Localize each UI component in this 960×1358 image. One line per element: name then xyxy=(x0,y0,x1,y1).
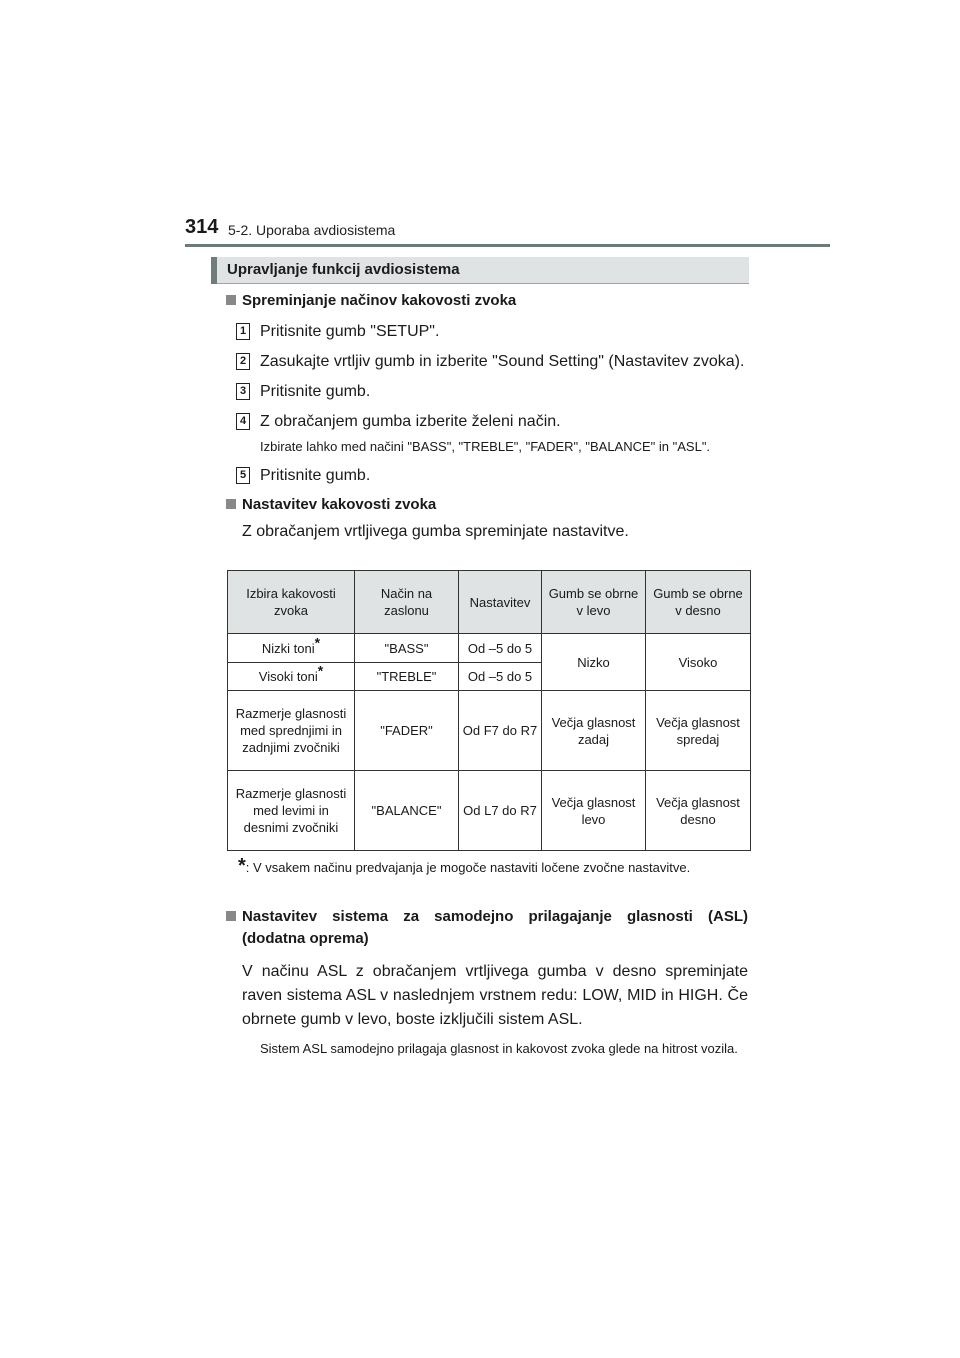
section-title-box xyxy=(211,257,749,284)
subsection-text: Z obračanjem vrtljivega gumba spreminjate nastavitve. xyxy=(242,523,629,540)
table-row xyxy=(228,691,751,771)
step-item xyxy=(224,380,748,404)
subsection-heading-sound-modes: Spreminjanje načinov kakovosti zvoka xyxy=(224,290,748,312)
column-header: Nastavitev xyxy=(459,571,542,634)
subsection-heading-asl: Nastavitev sistema za samodejno prilagajanje glasnosti (ASL) (dodatna oprema) xyxy=(224,906,748,950)
step-number: 4 xyxy=(236,413,250,430)
table-cell: "FADER" xyxy=(355,691,459,771)
table-cell: Večja glasnost spredaj xyxy=(646,691,751,771)
square-bullet-icon xyxy=(226,295,236,305)
step-text: Pritisnite gumb "SETUP". xyxy=(260,323,440,340)
step-text: Pritisnite gumb. xyxy=(260,383,371,400)
table-cell: Od L7 do R7 xyxy=(459,771,542,851)
step-item xyxy=(224,320,748,344)
table-cell: Visoko xyxy=(646,634,751,691)
step-text: Zasukajte vrtljiv gumb in izberite "Sound Setting" (Nastavitev zvoka). xyxy=(260,353,745,370)
step-number: 1 xyxy=(236,323,250,340)
step-number: 3 xyxy=(236,383,250,400)
footnote-asterisk: * xyxy=(238,855,246,877)
content-top xyxy=(224,290,748,544)
table-header-row xyxy=(228,571,751,634)
table-cell: Od F7 do R7 xyxy=(459,691,542,771)
table-row xyxy=(228,634,751,663)
column-header: Gumb se obrne v desno xyxy=(646,571,751,634)
table-cell: Večja glasnost levo xyxy=(542,771,646,851)
step-item xyxy=(224,350,748,374)
table-cell: "TREBLE" xyxy=(355,663,459,691)
column-header: Način na zaslonu xyxy=(355,571,459,634)
table-cell: Razmerje glasnosti med levimi in desnimi zvočniki xyxy=(228,771,355,851)
subsection-heading-sound-quality: Nastavitev kakovosti zvoka xyxy=(224,494,748,516)
step-note: Izbirate lahko med načini "BASS", "TREBLE", "FADER", "BALANCE" in "ASL". xyxy=(260,439,711,454)
asl-note: Sistem ASL samodejno prilagaja glasnost in kakovost zvoka glede na hitrost vozila. xyxy=(260,1041,738,1056)
step-number: 5 xyxy=(236,467,250,484)
square-bullet-icon xyxy=(226,911,236,921)
table-cell: Nizki toni* xyxy=(228,634,355,663)
table-cell: "BASS" xyxy=(355,634,459,663)
step-text: Pritisnite gumb. xyxy=(260,467,371,484)
column-header: Gumb se obrne v levo xyxy=(542,571,646,634)
footnote-marker: * xyxy=(314,634,321,651)
table-cell: Od –5 do 5 xyxy=(459,634,542,663)
page-number: 314 xyxy=(185,216,219,238)
table-row xyxy=(228,771,751,851)
table-footnote xyxy=(238,856,748,878)
table-cell: Nizko xyxy=(542,634,646,691)
footnote-marker: * xyxy=(317,662,324,679)
footnote-text: : V vsakem načinu predvajanja je mogoče nastaviti ločene zvočne nastavitve. xyxy=(245,860,691,875)
steps-list xyxy=(224,320,748,488)
table-cell: Visoki toni* xyxy=(228,663,355,691)
table-cell: Večja glasnost zadaj xyxy=(542,691,646,771)
step-item xyxy=(224,410,748,434)
section-title: Upravljanje funkcij avdiosistema xyxy=(227,261,460,278)
sound-settings-table xyxy=(227,570,751,851)
asl-paragraph: V načinu ASL z obračanjem vrtljivega gumba v desno spreminjate raven sistema ASL v naslednjem vrstnem redu: LOW, MID in HIGH. Če obrnete gumb v levo, boste izključili sistem ASL. xyxy=(242,963,748,1028)
column-header: Izbira kakovosti zvoka xyxy=(228,571,355,634)
table-cell: Večja glasnost desno xyxy=(646,771,751,851)
step-item xyxy=(224,464,748,488)
table-cell: "BALANCE" xyxy=(355,771,459,851)
square-bullet-icon xyxy=(226,499,236,509)
section-path: 5-2. Uporaba avdiosistema xyxy=(228,222,396,238)
step-number: 2 xyxy=(236,353,250,370)
step-text: Z obračanjem gumba izberite želeni način. xyxy=(260,413,561,430)
table-cell: Razmerje glasnosti med sprednjimi in zadnjimi zvočniki xyxy=(228,691,355,771)
section-title-accent xyxy=(211,257,217,284)
header-rule xyxy=(185,244,830,247)
content-bottom xyxy=(224,906,748,1066)
table-cell: Od –5 do 5 xyxy=(459,663,542,691)
